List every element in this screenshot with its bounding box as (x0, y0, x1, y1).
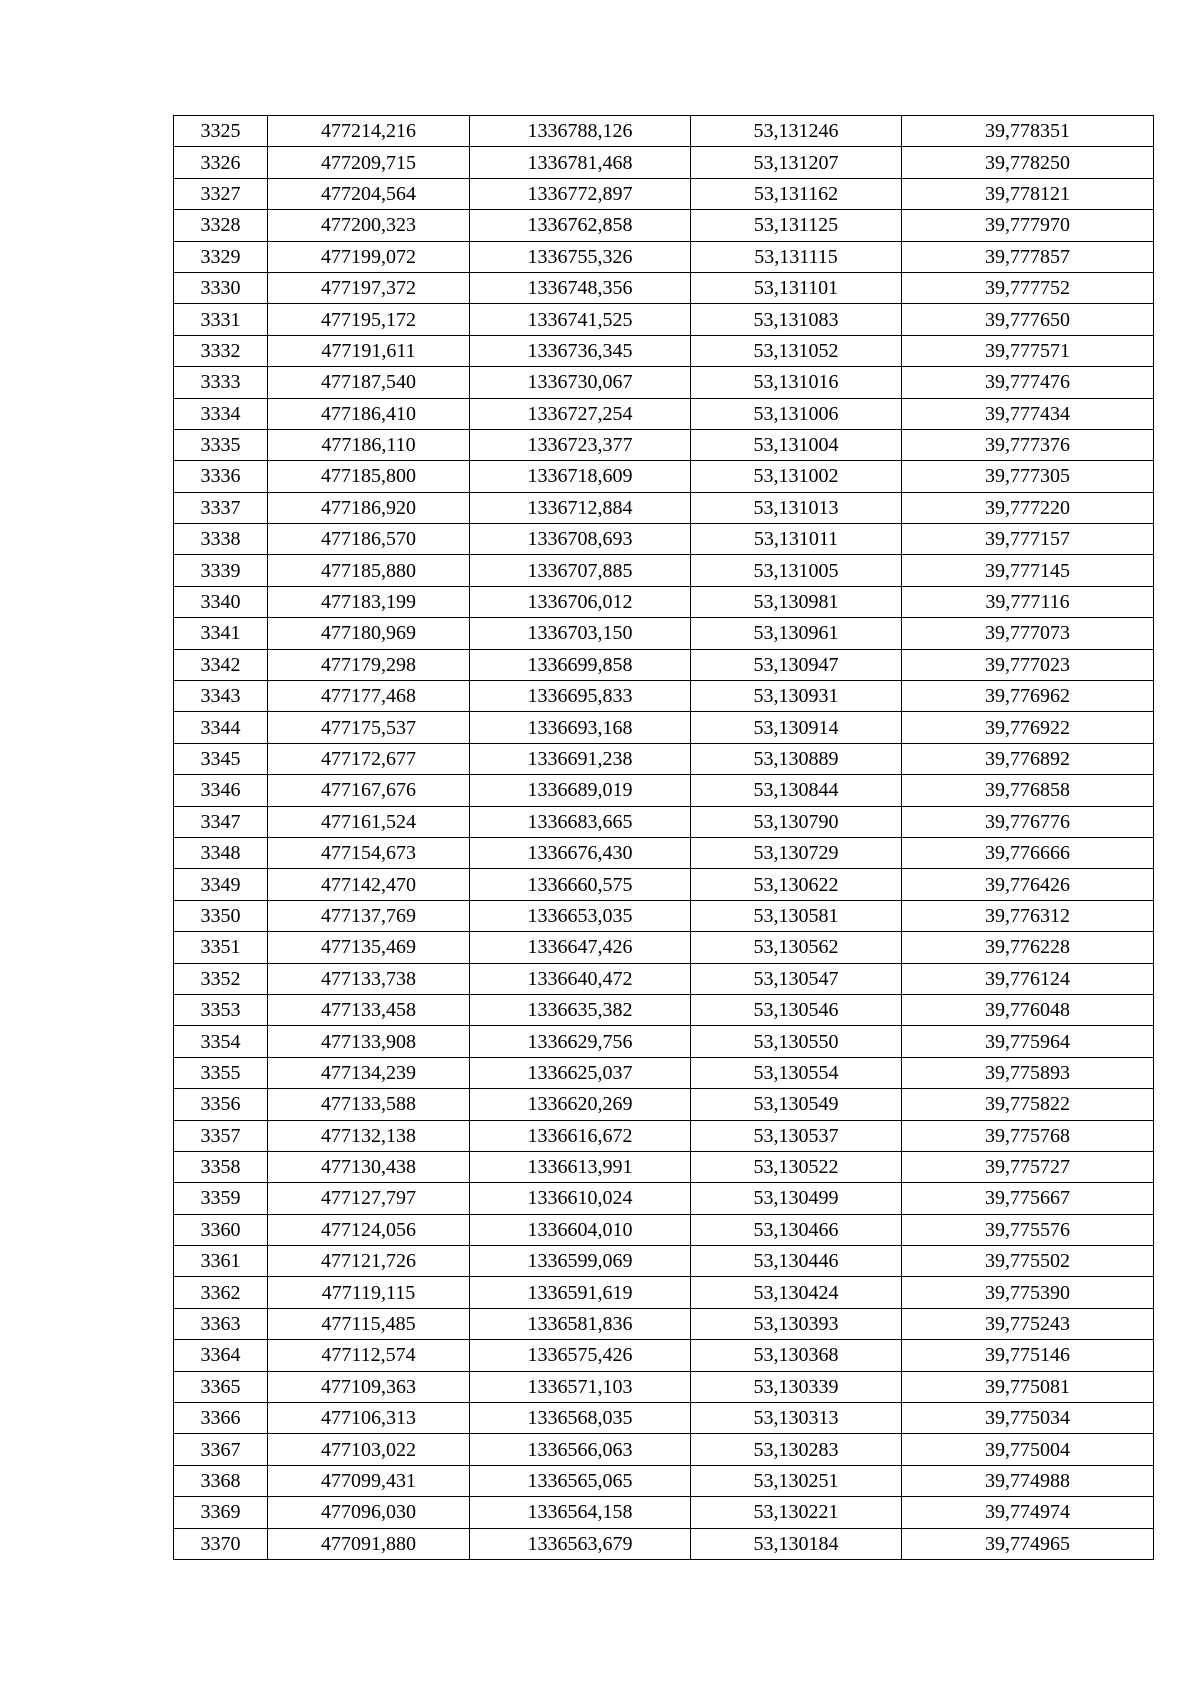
x-coordinate-cell: 477103,022 (268, 1434, 470, 1465)
y-coordinate-cell: 1336699,858 (470, 649, 691, 680)
table-row (174, 241, 1154, 272)
longitude-cell: 39,776048 (902, 994, 1154, 1025)
latitude-cell: 53,130547 (691, 963, 902, 994)
longitude-cell: 39,776666 (902, 837, 1154, 868)
x-coordinate-cell: 477191,611 (268, 335, 470, 366)
point-number-cell: 3325 (174, 116, 268, 147)
longitude-cell: 39,775243 (902, 1308, 1154, 1339)
x-coordinate-cell: 477124,056 (268, 1214, 470, 1245)
table-row (174, 335, 1154, 366)
table-row (174, 147, 1154, 178)
longitude-cell: 39,775964 (902, 1026, 1154, 1057)
latitude-cell: 53,130339 (691, 1371, 902, 1402)
table-row (174, 806, 1154, 837)
point-number-cell: 3364 (174, 1340, 268, 1371)
y-coordinate-cell: 1336689,019 (470, 775, 691, 806)
table-row (174, 304, 1154, 335)
point-number-cell: 3365 (174, 1371, 268, 1402)
point-number-cell: 3344 (174, 712, 268, 743)
point-number-cell: 3334 (174, 398, 268, 429)
y-coordinate-cell: 1336762,858 (470, 210, 691, 241)
x-coordinate-cell: 477183,199 (268, 586, 470, 617)
longitude-cell: 39,778121 (902, 178, 1154, 209)
longitude-cell: 39,775822 (902, 1089, 1154, 1120)
longitude-cell: 39,777857 (902, 241, 1154, 272)
y-coordinate-cell: 1336781,468 (470, 147, 691, 178)
x-coordinate-cell: 477195,172 (268, 304, 470, 335)
x-coordinate-cell: 477127,797 (268, 1183, 470, 1214)
y-coordinate-cell: 1336620,269 (470, 1089, 691, 1120)
coordinates-table (173, 115, 1154, 1560)
longitude-cell: 39,774974 (902, 1497, 1154, 1528)
point-number-cell: 3329 (174, 241, 268, 272)
table-row (174, 618, 1154, 649)
table-row (174, 743, 1154, 774)
longitude-cell: 39,774988 (902, 1465, 1154, 1496)
longitude-cell: 39,777970 (902, 210, 1154, 241)
latitude-cell: 53,131115 (691, 241, 902, 272)
longitude-cell: 39,775004 (902, 1434, 1154, 1465)
y-coordinate-cell: 1336755,326 (470, 241, 691, 272)
x-coordinate-cell: 477112,574 (268, 1340, 470, 1371)
longitude-cell: 39,777220 (902, 492, 1154, 523)
point-number-cell: 3360 (174, 1214, 268, 1245)
y-coordinate-cell: 1336566,063 (470, 1434, 691, 1465)
latitude-cell: 53,131125 (691, 210, 902, 241)
x-coordinate-cell: 477161,524 (268, 806, 470, 837)
longitude-cell: 39,777145 (902, 555, 1154, 586)
x-coordinate-cell: 477142,470 (268, 869, 470, 900)
y-coordinate-cell: 1336703,150 (470, 618, 691, 649)
x-coordinate-cell: 477186,920 (268, 492, 470, 523)
x-coordinate-cell: 477133,458 (268, 994, 470, 1025)
latitude-cell: 53,130554 (691, 1057, 902, 1088)
longitude-cell: 39,774965 (902, 1528, 1154, 1559)
table-row (174, 1371, 1154, 1402)
x-coordinate-cell: 477135,469 (268, 932, 470, 963)
coordinates-table-body (174, 116, 1154, 1560)
point-number-cell: 3326 (174, 147, 268, 178)
point-number-cell: 3331 (174, 304, 268, 335)
table-row (174, 1183, 1154, 1214)
longitude-cell: 39,776124 (902, 963, 1154, 994)
table-row (174, 1277, 1154, 1308)
point-number-cell: 3368 (174, 1465, 268, 1496)
table-row (174, 1528, 1154, 1559)
x-coordinate-cell: 477186,570 (268, 524, 470, 555)
point-number-cell: 3351 (174, 932, 268, 963)
latitude-cell: 53,130221 (691, 1497, 902, 1528)
table-row (174, 1434, 1154, 1465)
longitude-cell: 39,777116 (902, 586, 1154, 617)
longitude-cell: 39,777571 (902, 335, 1154, 366)
longitude-cell: 39,778250 (902, 147, 1154, 178)
x-coordinate-cell: 477167,676 (268, 775, 470, 806)
latitude-cell: 53,130889 (691, 743, 902, 774)
point-number-cell: 3342 (174, 649, 268, 680)
table-row (174, 963, 1154, 994)
y-coordinate-cell: 1336575,426 (470, 1340, 691, 1371)
table-row (174, 272, 1154, 303)
x-coordinate-cell: 477172,677 (268, 743, 470, 774)
x-coordinate-cell: 477099,431 (268, 1465, 470, 1496)
longitude-cell: 39,776228 (902, 932, 1154, 963)
table-row (174, 649, 1154, 680)
y-coordinate-cell: 1336712,884 (470, 492, 691, 523)
point-number-cell: 3332 (174, 335, 268, 366)
point-number-cell: 3340 (174, 586, 268, 617)
y-coordinate-cell: 1336741,525 (470, 304, 691, 335)
longitude-cell: 39,775390 (902, 1277, 1154, 1308)
x-coordinate-cell: 477214,216 (268, 116, 470, 147)
longitude-cell: 39,777476 (902, 367, 1154, 398)
y-coordinate-cell: 1336564,158 (470, 1497, 691, 1528)
y-coordinate-cell: 1336653,035 (470, 900, 691, 931)
latitude-cell: 53,130931 (691, 681, 902, 712)
latitude-cell: 53,130914 (691, 712, 902, 743)
longitude-cell: 39,777073 (902, 618, 1154, 649)
longitude-cell: 39,775081 (902, 1371, 1154, 1402)
x-coordinate-cell: 477185,880 (268, 555, 470, 586)
y-coordinate-cell: 1336723,377 (470, 429, 691, 460)
table-row (174, 555, 1154, 586)
y-coordinate-cell: 1336736,345 (470, 335, 691, 366)
table-row (174, 869, 1154, 900)
x-coordinate-cell: 477137,769 (268, 900, 470, 931)
y-coordinate-cell: 1336691,238 (470, 743, 691, 774)
x-coordinate-cell: 477177,468 (268, 681, 470, 712)
table-row (174, 461, 1154, 492)
table-row (174, 932, 1154, 963)
longitude-cell: 39,777752 (902, 272, 1154, 303)
x-coordinate-cell: 477134,239 (268, 1057, 470, 1088)
table-row (174, 1465, 1154, 1496)
y-coordinate-cell: 1336730,067 (470, 367, 691, 398)
point-number-cell: 3370 (174, 1528, 268, 1559)
point-number-cell: 3357 (174, 1120, 268, 1151)
point-number-cell: 3349 (174, 869, 268, 900)
longitude-cell: 39,775034 (902, 1403, 1154, 1434)
y-coordinate-cell: 1336788,126 (470, 116, 691, 147)
y-coordinate-cell: 1336610,024 (470, 1183, 691, 1214)
point-number-cell: 3330 (174, 272, 268, 303)
y-coordinate-cell: 1336613,991 (470, 1151, 691, 1182)
x-coordinate-cell: 477154,673 (268, 837, 470, 868)
point-number-cell: 3367 (174, 1434, 268, 1465)
longitude-cell: 39,777023 (902, 649, 1154, 680)
y-coordinate-cell: 1336693,168 (470, 712, 691, 743)
longitude-cell: 39,777305 (902, 461, 1154, 492)
table-row (174, 429, 1154, 460)
table-row (174, 1403, 1154, 1434)
longitude-cell: 39,775502 (902, 1246, 1154, 1277)
latitude-cell: 53,131246 (691, 116, 902, 147)
longitude-cell: 39,776858 (902, 775, 1154, 806)
latitude-cell: 53,130499 (691, 1183, 902, 1214)
y-coordinate-cell: 1336683,665 (470, 806, 691, 837)
point-number-cell: 3337 (174, 492, 268, 523)
latitude-cell: 53,130550 (691, 1026, 902, 1057)
latitude-cell: 53,130251 (691, 1465, 902, 1496)
latitude-cell: 53,131002 (691, 461, 902, 492)
y-coordinate-cell: 1336629,756 (470, 1026, 691, 1057)
point-number-cell: 3341 (174, 618, 268, 649)
x-coordinate-cell: 477185,800 (268, 461, 470, 492)
x-coordinate-cell: 477200,323 (268, 210, 470, 241)
point-number-cell: 3353 (174, 994, 268, 1025)
x-coordinate-cell: 477121,726 (268, 1246, 470, 1277)
point-number-cell: 3362 (174, 1277, 268, 1308)
longitude-cell: 39,775727 (902, 1151, 1154, 1182)
table-row (174, 1246, 1154, 1277)
longitude-cell: 39,777157 (902, 524, 1154, 555)
table-row (174, 586, 1154, 617)
latitude-cell: 53,130844 (691, 775, 902, 806)
y-coordinate-cell: 1336640,472 (470, 963, 691, 994)
table-row (174, 1497, 1154, 1528)
table-row (174, 1151, 1154, 1182)
x-coordinate-cell: 477133,738 (268, 963, 470, 994)
y-coordinate-cell: 1336647,426 (470, 932, 691, 963)
x-coordinate-cell: 477132,138 (268, 1120, 470, 1151)
x-coordinate-cell: 477096,030 (268, 1497, 470, 1528)
y-coordinate-cell: 1336599,069 (470, 1246, 691, 1277)
table-row (174, 775, 1154, 806)
y-coordinate-cell: 1336727,254 (470, 398, 691, 429)
table-row (174, 1214, 1154, 1245)
latitude-cell: 53,131013 (691, 492, 902, 523)
table-row (174, 210, 1154, 241)
latitude-cell: 53,131011 (691, 524, 902, 555)
latitude-cell: 53,130446 (691, 1246, 902, 1277)
x-coordinate-cell: 477209,715 (268, 147, 470, 178)
latitude-cell: 53,130961 (691, 618, 902, 649)
point-number-cell: 3328 (174, 210, 268, 241)
latitude-cell: 53,130947 (691, 649, 902, 680)
longitude-cell: 39,776312 (902, 900, 1154, 931)
point-number-cell: 3345 (174, 743, 268, 774)
y-coordinate-cell: 1336707,885 (470, 555, 691, 586)
y-coordinate-cell: 1336625,037 (470, 1057, 691, 1088)
table-row (174, 178, 1154, 209)
y-coordinate-cell: 1336676,430 (470, 837, 691, 868)
table-row (174, 1120, 1154, 1151)
point-number-cell: 3346 (174, 775, 268, 806)
x-coordinate-cell: 477179,298 (268, 649, 470, 680)
point-number-cell: 3343 (174, 681, 268, 712)
latitude-cell: 53,130622 (691, 869, 902, 900)
longitude-cell: 39,776922 (902, 712, 1154, 743)
x-coordinate-cell: 477106,313 (268, 1403, 470, 1434)
table-row (174, 398, 1154, 429)
x-coordinate-cell: 477115,485 (268, 1308, 470, 1339)
x-coordinate-cell: 477199,072 (268, 241, 470, 272)
longitude-cell: 39,778351 (902, 116, 1154, 147)
x-coordinate-cell: 477180,969 (268, 618, 470, 649)
latitude-cell: 53,130313 (691, 1403, 902, 1434)
longitude-cell: 39,775576 (902, 1214, 1154, 1245)
point-number-cell: 3350 (174, 900, 268, 931)
point-number-cell: 3363 (174, 1308, 268, 1339)
x-coordinate-cell: 477130,438 (268, 1151, 470, 1182)
x-coordinate-cell: 477133,908 (268, 1026, 470, 1057)
y-coordinate-cell: 1336695,833 (470, 681, 691, 712)
point-number-cell: 3327 (174, 178, 268, 209)
point-number-cell: 3348 (174, 837, 268, 868)
latitude-cell: 53,130466 (691, 1214, 902, 1245)
table-row (174, 1308, 1154, 1339)
x-coordinate-cell: 477197,372 (268, 272, 470, 303)
point-number-cell: 3335 (174, 429, 268, 460)
latitude-cell: 53,131083 (691, 304, 902, 335)
point-number-cell: 3356 (174, 1089, 268, 1120)
latitude-cell: 53,130537 (691, 1120, 902, 1151)
longitude-cell: 39,775893 (902, 1057, 1154, 1088)
table-row (174, 837, 1154, 868)
y-coordinate-cell: 1336616,672 (470, 1120, 691, 1151)
longitude-cell: 39,776426 (902, 869, 1154, 900)
point-number-cell: 3352 (174, 963, 268, 994)
latitude-cell: 53,130283 (691, 1434, 902, 1465)
latitude-cell: 53,131005 (691, 555, 902, 586)
longitude-cell: 39,775146 (902, 1340, 1154, 1371)
y-coordinate-cell: 1336591,619 (470, 1277, 691, 1308)
x-coordinate-cell: 477187,540 (268, 367, 470, 398)
latitude-cell: 53,131162 (691, 178, 902, 209)
latitude-cell: 53,130581 (691, 900, 902, 931)
y-coordinate-cell: 1336708,693 (470, 524, 691, 555)
longitude-cell: 39,775768 (902, 1120, 1154, 1151)
table-row (174, 994, 1154, 1025)
longitude-cell: 39,776962 (902, 681, 1154, 712)
latitude-cell: 53,131207 (691, 147, 902, 178)
longitude-cell: 39,776776 (902, 806, 1154, 837)
x-coordinate-cell: 477133,588 (268, 1089, 470, 1120)
y-coordinate-cell: 1336581,836 (470, 1308, 691, 1339)
y-coordinate-cell: 1336565,065 (470, 1465, 691, 1496)
y-coordinate-cell: 1336772,897 (470, 178, 691, 209)
table-row (174, 1026, 1154, 1057)
point-number-cell: 3347 (174, 806, 268, 837)
point-number-cell: 3366 (174, 1403, 268, 1434)
x-coordinate-cell: 477186,110 (268, 429, 470, 460)
y-coordinate-cell: 1336660,575 (470, 869, 691, 900)
point-number-cell: 3354 (174, 1026, 268, 1057)
table-row (174, 1340, 1154, 1371)
latitude-cell: 53,131101 (691, 272, 902, 303)
y-coordinate-cell: 1336748,356 (470, 272, 691, 303)
latitude-cell: 53,131052 (691, 335, 902, 366)
point-number-cell: 3338 (174, 524, 268, 555)
point-number-cell: 3333 (174, 367, 268, 398)
latitude-cell: 53,130546 (691, 994, 902, 1025)
table-row (174, 681, 1154, 712)
table-row (174, 116, 1154, 147)
x-coordinate-cell: 477186,410 (268, 398, 470, 429)
longitude-cell: 39,777650 (902, 304, 1154, 335)
latitude-cell: 53,130790 (691, 806, 902, 837)
point-number-cell: 3369 (174, 1497, 268, 1528)
x-coordinate-cell: 477109,363 (268, 1371, 470, 1402)
y-coordinate-cell: 1336718,609 (470, 461, 691, 492)
longitude-cell: 39,775667 (902, 1183, 1154, 1214)
latitude-cell: 53,131016 (691, 367, 902, 398)
table-row (174, 524, 1154, 555)
x-coordinate-cell: 477091,880 (268, 1528, 470, 1559)
longitude-cell: 39,777376 (902, 429, 1154, 460)
x-coordinate-cell: 477119,115 (268, 1277, 470, 1308)
y-coordinate-cell: 1336706,012 (470, 586, 691, 617)
point-number-cell: 3361 (174, 1246, 268, 1277)
latitude-cell: 53,130184 (691, 1528, 902, 1559)
table-row (174, 367, 1154, 398)
latitude-cell: 53,130562 (691, 932, 902, 963)
point-number-cell: 3359 (174, 1183, 268, 1214)
point-number-cell: 3336 (174, 461, 268, 492)
y-coordinate-cell: 1336571,103 (470, 1371, 691, 1402)
table-row (174, 1057, 1154, 1088)
y-coordinate-cell: 1336568,035 (470, 1403, 691, 1434)
latitude-cell: 53,130981 (691, 586, 902, 617)
latitude-cell: 53,130522 (691, 1151, 902, 1182)
latitude-cell: 53,130549 (691, 1089, 902, 1120)
x-coordinate-cell: 477175,537 (268, 712, 470, 743)
table-row (174, 900, 1154, 931)
y-coordinate-cell: 1336635,382 (470, 994, 691, 1025)
latitude-cell: 53,130729 (691, 837, 902, 868)
point-number-cell: 3358 (174, 1151, 268, 1182)
table-row (174, 492, 1154, 523)
longitude-cell: 39,776892 (902, 743, 1154, 774)
latitude-cell: 53,130368 (691, 1340, 902, 1371)
latitude-cell: 53,131004 (691, 429, 902, 460)
point-number-cell: 3355 (174, 1057, 268, 1088)
latitude-cell: 53,130393 (691, 1308, 902, 1339)
point-number-cell: 3339 (174, 555, 268, 586)
x-coordinate-cell: 477204,564 (268, 178, 470, 209)
y-coordinate-cell: 1336563,679 (470, 1528, 691, 1559)
longitude-cell: 39,777434 (902, 398, 1154, 429)
table-row (174, 1089, 1154, 1120)
latitude-cell: 53,131006 (691, 398, 902, 429)
y-coordinate-cell: 1336604,010 (470, 1214, 691, 1245)
latitude-cell: 53,130424 (691, 1277, 902, 1308)
table-row (174, 712, 1154, 743)
